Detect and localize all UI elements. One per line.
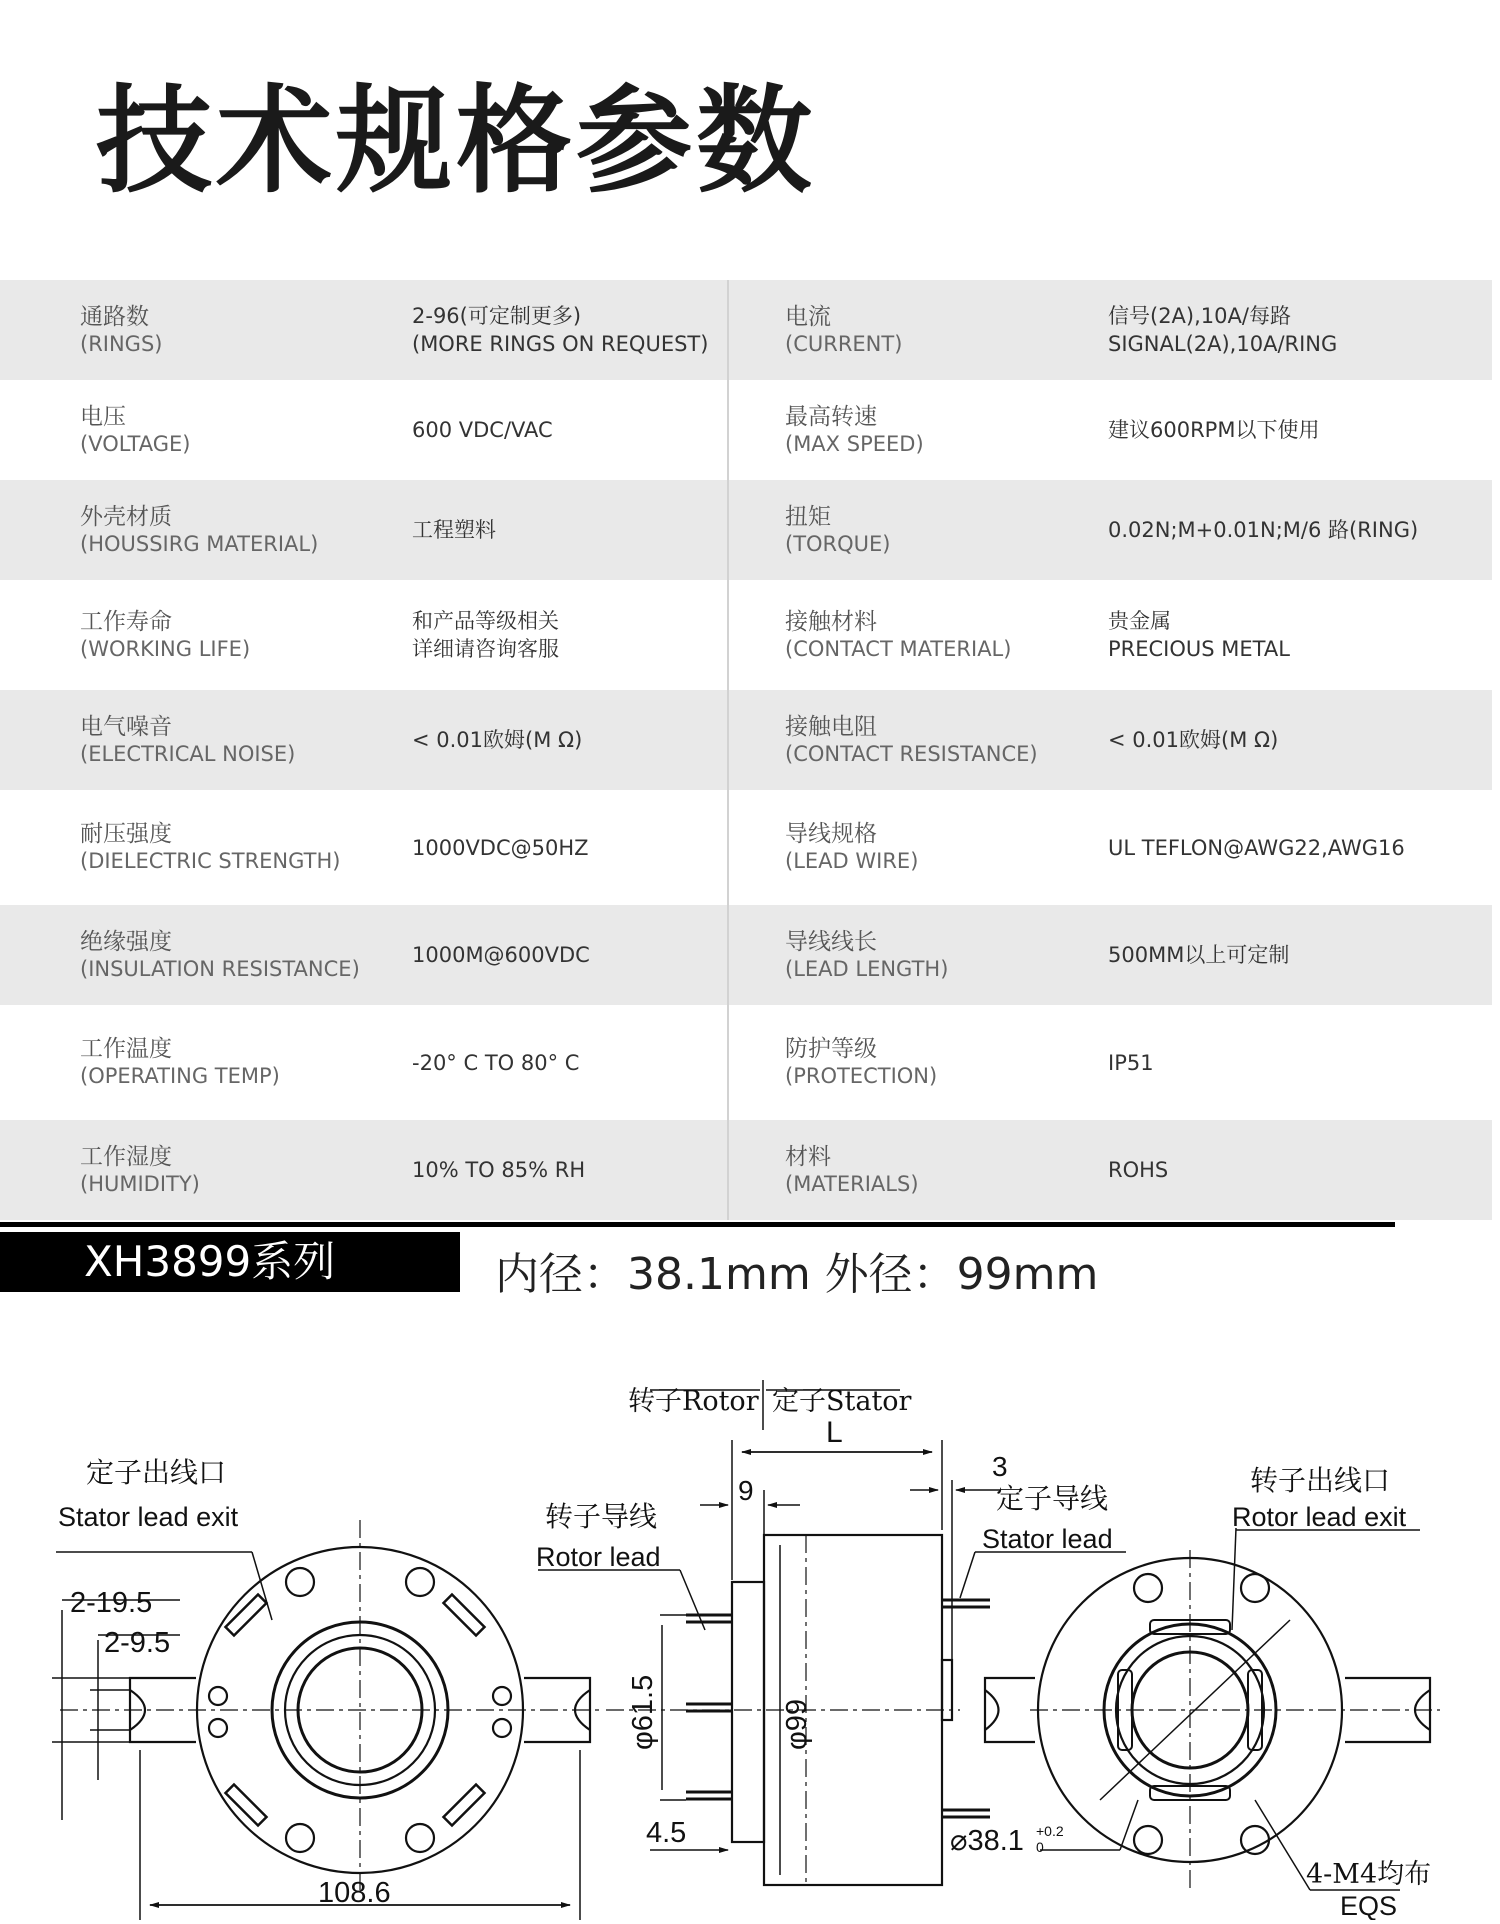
spec-label-zh: 最高转速 xyxy=(785,403,877,430)
rotor-lead-label-en: Rotor lead xyxy=(536,1542,661,1572)
dim-tolerance-lower: 0 xyxy=(1036,1839,1044,1855)
spec-label xyxy=(80,580,400,690)
spec-label xyxy=(80,480,400,580)
stator-lead-label-zh: 定子导线 xyxy=(996,1482,1109,1515)
spec-value-line: UL TEFLON@AWG22,AWG16 xyxy=(1108,835,1405,860)
spec-row xyxy=(0,790,1492,905)
spec-row xyxy=(0,580,1492,690)
dim-phi99: φ99 xyxy=(781,1698,813,1750)
spec-label-en: (VOLTAGE) xyxy=(80,431,191,456)
column-divider xyxy=(727,280,729,1220)
spec-label-en: (HUMIDITY) xyxy=(80,1171,200,1196)
spec-label-en: (CONTACT RESISTANCE) xyxy=(785,741,1038,766)
dim-2-19-5: 2-19.5 xyxy=(70,1587,153,1619)
spec-row xyxy=(0,690,1492,790)
dim-phi38-1: ⌀38.1 xyxy=(950,1825,1024,1857)
spec-value-line: 信号(2A),10A/每路 xyxy=(1108,304,1291,328)
spec-value-line: 0.02N;M+0.01N;M/6 路(RING) xyxy=(1108,518,1419,542)
spec-label-en: (INSULATION RESISTANCE) xyxy=(80,956,360,981)
spec-row xyxy=(0,380,1492,480)
spec-row xyxy=(0,1120,1492,1220)
spec-value-line: IP51 xyxy=(1108,1050,1154,1075)
spec-label xyxy=(785,690,1085,790)
stator-lead-wires xyxy=(942,1600,990,1817)
spec-value-line: 2-96(可定制更多) xyxy=(412,304,582,328)
spec-value xyxy=(412,480,712,580)
spec-value-line: 10% TO 85% RH xyxy=(412,1158,586,1182)
spec-label-en: (ELECTRICAL NOISE) xyxy=(80,741,296,766)
spec-label xyxy=(80,1005,400,1120)
spec-value-line: 详细请咨询客服 xyxy=(412,637,559,661)
spec-value-line: SIGNAL(2A),10A/RING xyxy=(1108,332,1338,356)
spec-value-line: PRECIOUS METAL xyxy=(1108,637,1290,661)
spec-label xyxy=(785,790,1085,905)
spec-value xyxy=(1108,690,1488,790)
spec-value xyxy=(1108,480,1488,580)
spec-label-en: (CONTACT MATERIAL) xyxy=(785,636,1012,661)
dim-eqs: EQS xyxy=(1340,1891,1398,1920)
dim-phi61-5: φ61.5 xyxy=(627,1674,659,1750)
spec-label xyxy=(785,580,1085,690)
spec-label xyxy=(80,905,400,1005)
middle-view xyxy=(538,1380,1126,1885)
spec-value-line: < 0.01欧姆(M Ω) xyxy=(1108,728,1279,752)
spec-label-zh: 通路数 xyxy=(80,303,149,330)
spec-label xyxy=(785,280,1085,380)
spec-label-zh: 材料 xyxy=(785,1143,831,1170)
stator-lead-label-en: Stator lead xyxy=(982,1524,1113,1554)
spec-label-zh: 接触电阻 xyxy=(785,713,877,740)
spec-row xyxy=(0,1005,1492,1120)
spec-label-zh: 扭矩 xyxy=(785,503,831,530)
spec-value xyxy=(1108,280,1488,380)
dim-L: L xyxy=(826,1416,843,1449)
spec-label xyxy=(80,280,400,380)
spec-label xyxy=(785,1005,1085,1120)
stator-exit-label-zh: 定子出线口 xyxy=(86,1456,227,1489)
drawing-svg xyxy=(0,1330,1500,1920)
rotor-exit-label-zh: 转子出线口 xyxy=(1250,1464,1391,1497)
spec-value-line: 建议600RPM以下使用 xyxy=(1108,418,1320,442)
spec-value xyxy=(1108,580,1488,690)
spec-value xyxy=(1108,1120,1488,1220)
spec-value xyxy=(412,790,712,905)
dim-108-6: 108.6 xyxy=(318,1877,391,1909)
spec-label xyxy=(80,690,400,790)
rotor-flange xyxy=(732,1582,764,1842)
spec-value xyxy=(412,280,712,380)
rotor-direction-label: 转子Rotor xyxy=(628,1386,759,1417)
spec-value-line: 工程塑料 xyxy=(412,518,496,542)
spec-label xyxy=(785,1120,1085,1220)
stator-direction-label: 定子Stator xyxy=(772,1386,912,1417)
spec-label-en: (HOUSSIRG MATERIAL) xyxy=(80,531,319,556)
spec-label-en: (MAX SPEED) xyxy=(785,431,924,456)
spec-label-zh: 电气噪音 xyxy=(80,713,172,740)
spec-label xyxy=(785,905,1085,1005)
spec-value-line: ROHS xyxy=(1108,1158,1169,1182)
rotor-exit-label-en: Rotor lead exit xyxy=(1232,1502,1407,1532)
spec-value-line: < 0.01欧姆(M Ω) xyxy=(412,728,583,752)
spec-value-line: 1000VDC@50HZ xyxy=(412,835,589,860)
spec-value-line: 500MM以上可定制 xyxy=(1108,943,1290,967)
series-dimensions: 内径：38.1mm 外径：99mm xyxy=(495,1249,1099,1300)
spec-value xyxy=(1108,905,1488,1005)
rotor-lead-label-zh: 转子导线 xyxy=(545,1500,658,1533)
spec-value-line: -20° C TO 80° C xyxy=(412,1050,580,1075)
spec-value xyxy=(412,1005,712,1120)
spec-value-line: 和产品等级相关 xyxy=(412,609,559,633)
spec-value xyxy=(412,1120,712,1220)
spec-label-zh: 电压 xyxy=(80,403,126,430)
spec-value xyxy=(1108,380,1488,480)
spec-label-zh: 电流 xyxy=(785,303,831,330)
dim-3: 3 xyxy=(992,1451,1008,1482)
spec-label-en: (LEAD WIRE) xyxy=(785,849,919,873)
spec-label-zh: 耐压强度 xyxy=(80,821,172,847)
spec-label xyxy=(785,480,1085,580)
spec-label-zh: 工作湿度 xyxy=(80,1143,172,1170)
spec-label-en: (RINGS) xyxy=(80,331,163,356)
dim-2-9-5: 2-9.5 xyxy=(104,1627,171,1659)
spec-row xyxy=(0,905,1492,1005)
spec-label-en: (TORQUE) xyxy=(785,531,891,556)
spec-label-en: (CURRENT) xyxy=(785,331,903,356)
series-rule xyxy=(0,1222,1395,1227)
spec-row xyxy=(0,480,1492,580)
spec-label-en: (DIELECTRIC STRENGTH) xyxy=(80,849,341,873)
spec-label-en: (LEAD LENGTH) xyxy=(785,956,949,981)
left-view xyxy=(52,1520,600,1920)
page-title: 技术规格参数 xyxy=(96,74,816,209)
spec-value-line: (MORE RINGS ON REQUEST) xyxy=(412,332,709,356)
spec-label-en: (PROTECTION) xyxy=(785,1064,938,1088)
spec-value-line: 1000M@600VDC xyxy=(412,943,590,967)
spec-value-line: 贵金属 xyxy=(1108,609,1171,633)
spec-value xyxy=(412,690,712,790)
spec-value xyxy=(412,580,712,690)
spec-row xyxy=(0,280,1492,380)
spec-label-en: (WORKING LIFE) xyxy=(80,636,251,661)
spec-label-zh: 绝缘强度 xyxy=(80,928,172,955)
dim-tolerance-upper: +0.2 xyxy=(1036,1823,1064,1839)
spec-label xyxy=(80,380,400,480)
stator-exit-label-en: Stator lead exit xyxy=(58,1502,239,1532)
spec-label xyxy=(80,790,400,905)
spec-label-en: (OPERATING TEMP) xyxy=(80,1064,280,1088)
dim-4-5: 4.5 xyxy=(646,1817,687,1849)
spec-value xyxy=(412,905,712,1005)
spec-value xyxy=(1108,1005,1488,1120)
stator-lead-connector xyxy=(225,1594,266,1635)
series-title: XH3899系列 xyxy=(0,1232,460,1292)
spec-label-zh: 工作温度 xyxy=(80,1036,172,1062)
spec-label xyxy=(785,380,1085,480)
spec-label-zh: 接触材料 xyxy=(785,608,877,635)
spec-label-en: (MATERIALS) xyxy=(785,1171,919,1196)
spec-label xyxy=(80,1120,400,1220)
spec-label-zh: 导线线长 xyxy=(785,928,877,955)
rotor-lead-wires xyxy=(686,1615,732,1799)
dim-4-m4: 4-M4均布 xyxy=(1306,1859,1432,1890)
spec-label-zh: 导线规格 xyxy=(785,821,877,847)
spec-label-zh: 外壳材质 xyxy=(80,503,172,530)
spec-value-line: 600 VDC/VAC xyxy=(412,418,553,442)
spec-label-zh: 工作寿命 xyxy=(80,608,172,635)
spec-value xyxy=(1108,790,1488,905)
dim-9: 9 xyxy=(738,1475,754,1506)
spec-label-zh: 防护等级 xyxy=(785,1036,877,1062)
spec-value xyxy=(412,380,712,480)
technical-drawing xyxy=(0,1330,1500,1920)
